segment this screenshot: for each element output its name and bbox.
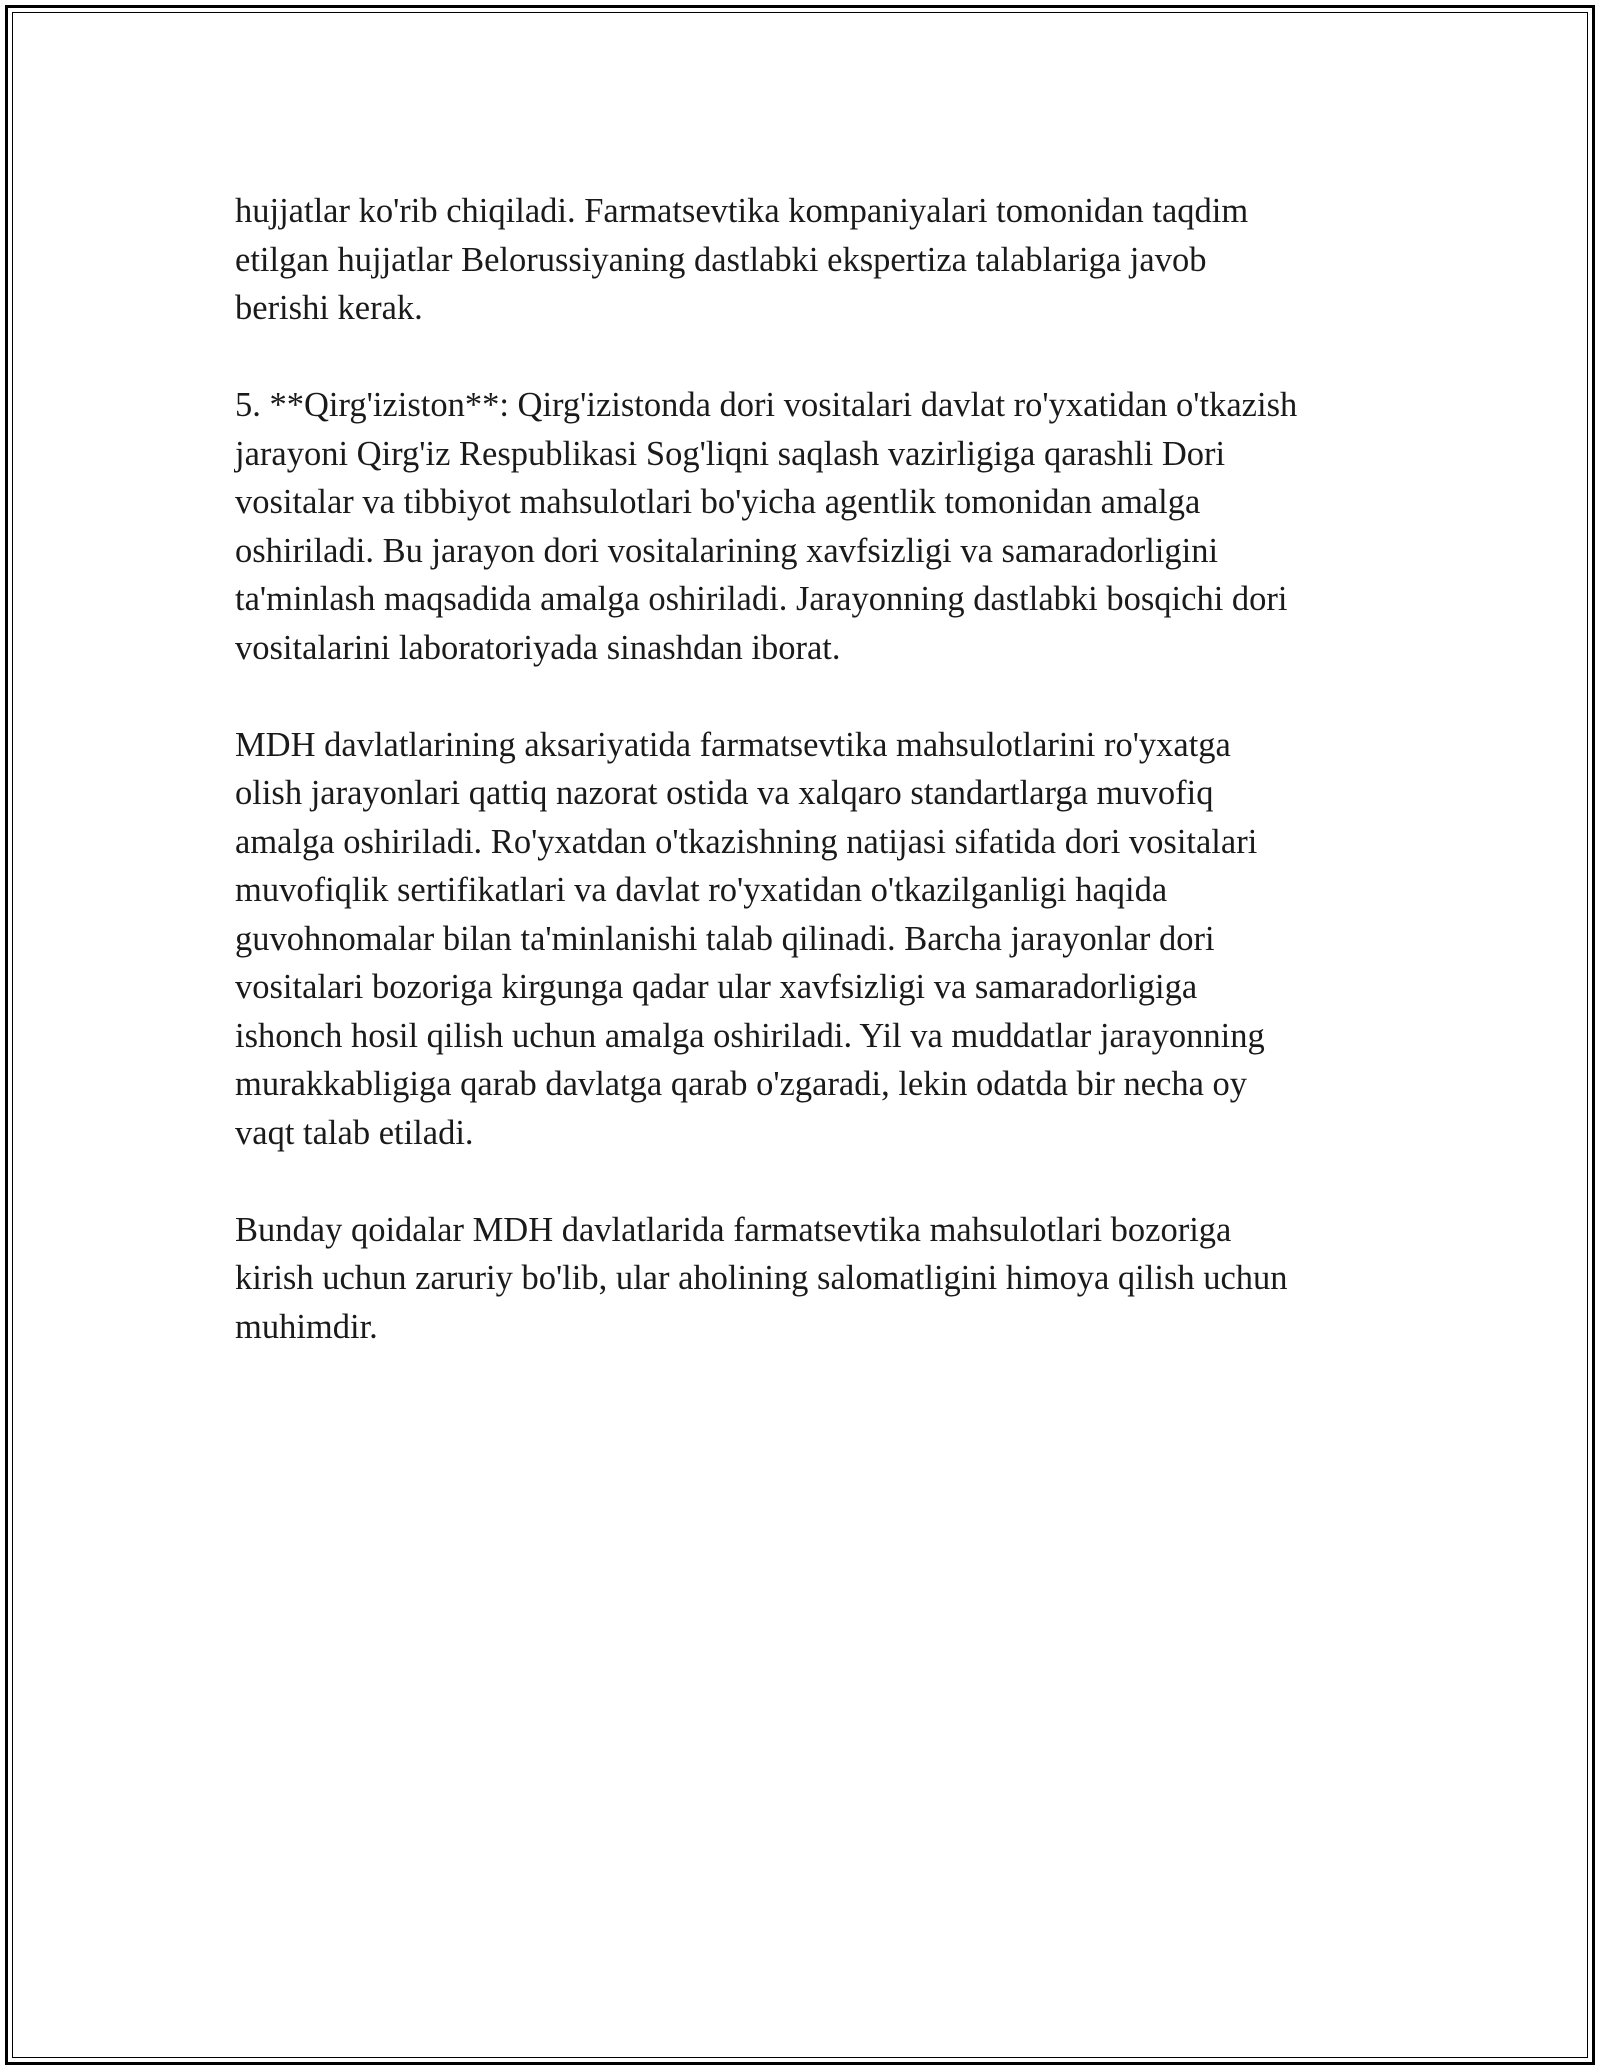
document-body bbox=[235, 187, 1385, 1400]
paragraph-kyrgyzstan: 5. **Qirg'iziston**: Qirg'izistonda dori vositalari davlat ro'yxatidan o'tkazish jarayoni Qirg'iz Respublikasi Sog'liqni saqlash vazirligiga qarashli Dori vositalar va tibbiyot mahsulotlari bo'yicha agentlik tomonidan amalga oshiriladi. Bu jarayon dori vositalarining xavfsizligi va samaradorligini ta'minlash maqsadida amalga oshiriladi. Jarayonning dastlabki bosqichi dori vositalarini laboratoriyada sinashdan iborat. bbox=[235, 386, 1298, 667]
paragraph-cis-registration: MDH davlatlarining aksariyatida farmatsevtika mahsulotlarini ro'yxatga olish jarayonlari qattiq nazorat ostida va xalqaro standartlarga muvofiq amalga oshiriladi. Ro'yxatdan o'tkazishning natijasi sifatida dori vositalari muvofiqlik sertifikatlari va davlat ro'yxatidan o'tkazilganligi haqida guvohnomalar bilan ta'minlanishi talab qilinadi. Barcha jarayonlar dori vositalari bozoriga kirgunga qadar ular xavfsizligi va samaradorligiga ishonch hosil qilish uchun amalga oshiriladi. Yil va muddatlar jarayonning murakkabligiga qarab davlatga qarab o'zgaradi, lekin odatda bir necha oy vaqt talab etiladi. bbox=[235, 725, 1265, 1152]
paragraph-documents-review: hujjatlar ko'rib chiqiladi. Farmatsevtika kompaniyalari tomonidan taqdim etilgan hujjatlar Belorussiyaning dastlabki ekspertiza talablariga javob berishi kerak. bbox=[235, 192, 1249, 327]
paragraph-conclusion: Bunday qoidalar MDH davlatlarida farmatsevtika mahsulotlari bozoriga kirish uchun zaruriy bo'lib, ular aholining salomatligini himoya qilish uchun muhimdir. bbox=[235, 1210, 1288, 1346]
